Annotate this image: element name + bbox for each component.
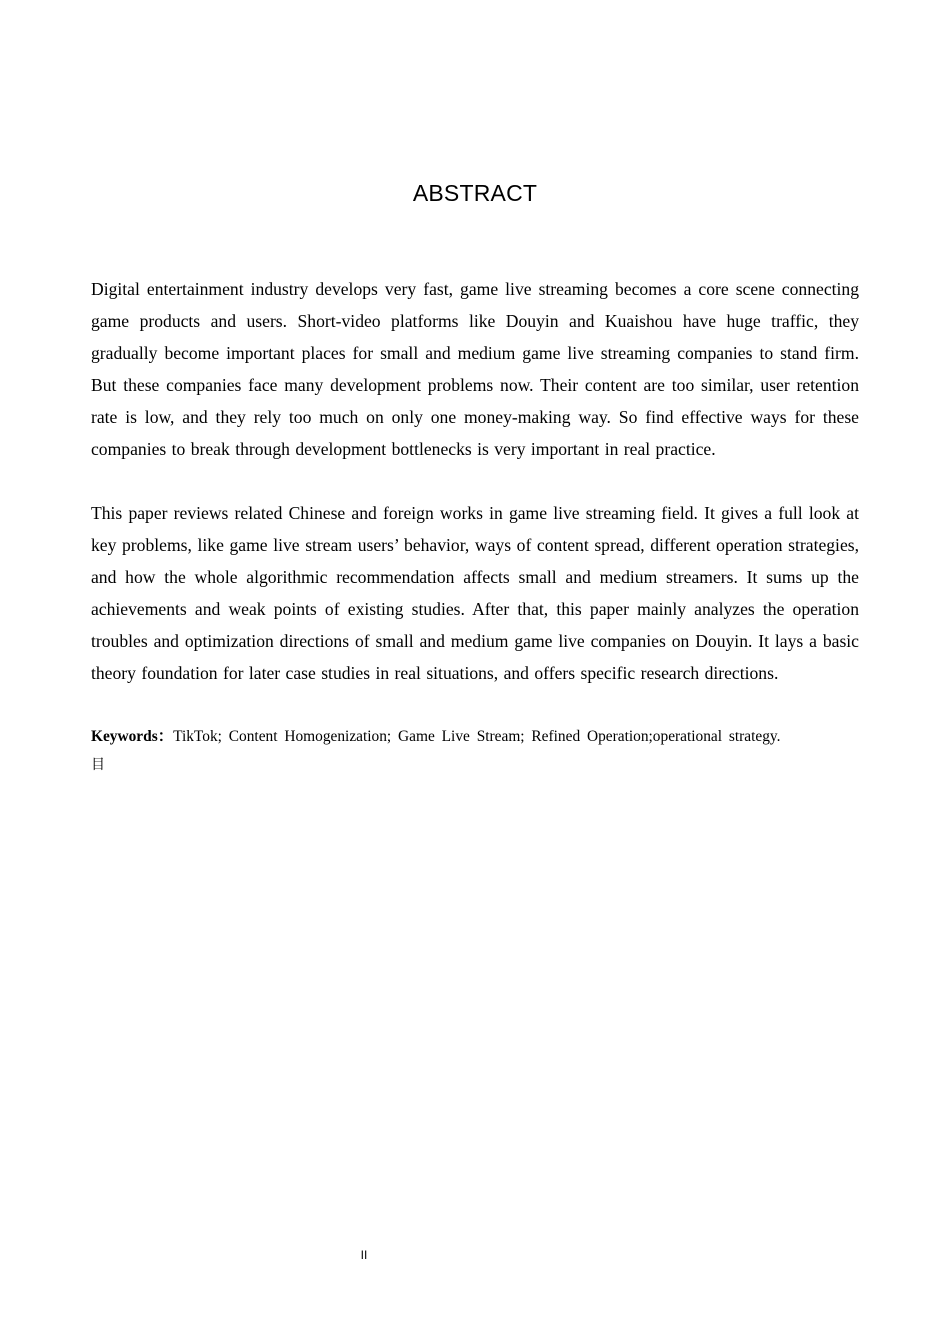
stray-character: 目 (91, 757, 105, 773)
abstract-paragraph-1: Digital entertainment industry develops very fast, game live streaming becomes a core scene connecting game products and users. Short-video platforms like Douyin and Kuaishou have huge traffic, they gradually become important places for small and medium game live streaming companies to stand firm. But these companies face many development problems now. Their content are too similar, user retention rate is low, and they rely too much on only one money-making way. So find effective ways for these companies to break through development bottlenecks is very important in real practice. (91, 279, 859, 459)
keywords-text: TikTok; Content Homogenization; Game Live Stream; Refined Operation;operational strategy. (173, 728, 781, 745)
page-number: II (360, 1248, 368, 1262)
abstract-heading: ABSTRACT (412, 180, 538, 206)
abstract-paragraph-2: This paper reviews related Chinese and foreign works in game live streaming field. It gives a full look at key problems, like game live stream users’ behavior, ways of content spread, different operation strategies, and how the whole algorithmic recommendation affects small and medium streamers. It sums up the achievements and weak points of existing studies. After that, this paper mainly analyzes the operation troubles and optimization directions of small and medium game live companies on Douyin. It lays a basic theory foundation for later case studies in real situations, and offers specific research directions. (91, 503, 859, 683)
keywords-label: Keywords： (91, 728, 174, 745)
keywords-line (91, 724, 891, 750)
